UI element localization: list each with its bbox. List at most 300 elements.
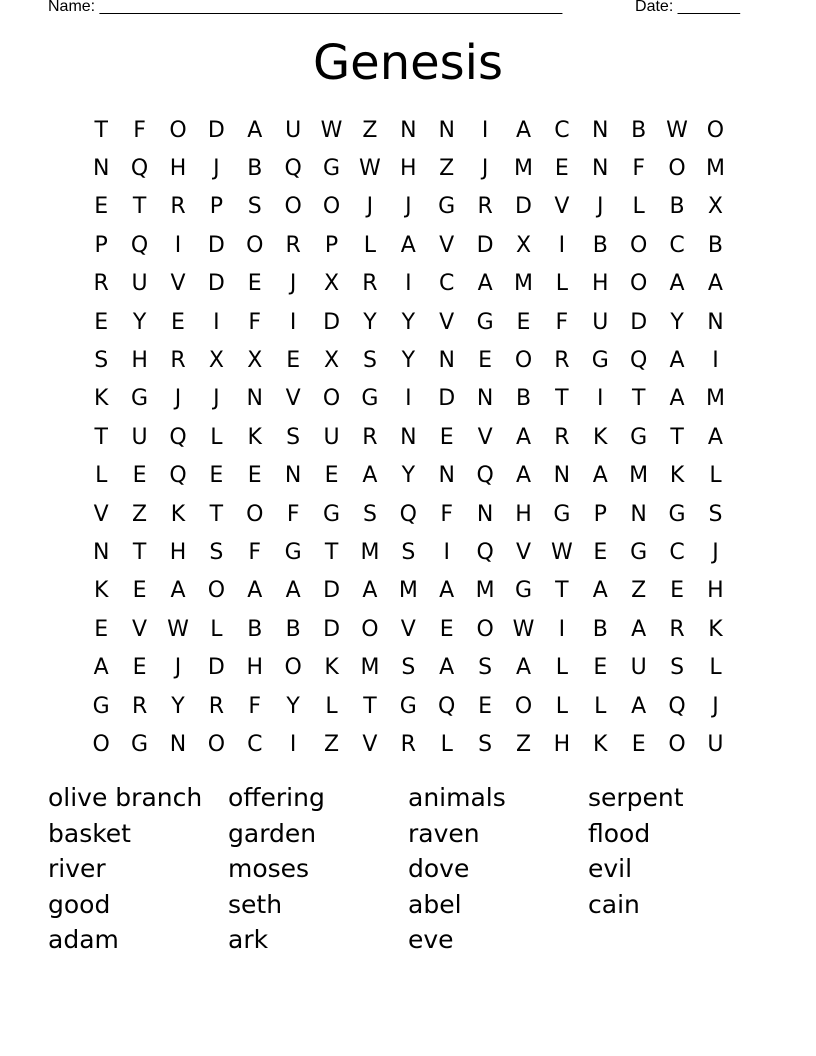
grid-letter[interactable]: S (362, 348, 377, 374)
grid-letter[interactable]: A (515, 655, 532, 681)
grid-letter[interactable]: G (92, 693, 110, 719)
grid-letter[interactable]: V (515, 539, 532, 565)
grid-letter[interactable]: A (93, 655, 109, 681)
grid-letter[interactable]: G (591, 348, 609, 374)
grid-letter[interactable]: E (94, 309, 109, 335)
grid-letter[interactable]: G (361, 386, 379, 412)
grid-letter[interactable]: K (708, 616, 723, 642)
grid-letter[interactable]: O (207, 578, 226, 604)
grid-letter[interactable]: V (439, 232, 455, 258)
grid-letter[interactable]: S (670, 655, 685, 681)
grid-letter[interactable]: K (170, 501, 186, 527)
grid-letter[interactable]: A (515, 117, 532, 143)
grid-letter[interactable]: O (207, 731, 226, 757)
grid-letter[interactable]: L (95, 463, 108, 489)
grid-letter[interactable]: N (246, 386, 263, 412)
grid-letter[interactable]: A (400, 232, 416, 258)
word-list-item: ark (228, 925, 269, 954)
grid-letter[interactable]: O (246, 501, 264, 527)
word-list-item: offering (228, 783, 325, 812)
grid-letter[interactable]: E (593, 539, 608, 565)
grid-letter[interactable]: R (669, 616, 685, 642)
grid-letter[interactable]: E (247, 463, 262, 489)
grid-letter[interactable]: M (705, 386, 725, 412)
grid-letter[interactable]: I (289, 309, 297, 335)
grid-letter[interactable]: L (632, 194, 645, 220)
grid-letter[interactable]: D (630, 309, 648, 335)
grid-letter[interactable]: D (207, 271, 225, 297)
grid-letter[interactable]: F (555, 309, 569, 335)
grid-letter[interactable]: E (132, 578, 147, 604)
grid-letter[interactable]: V (285, 386, 301, 412)
grid-letter[interactable]: V (93, 501, 109, 527)
grid-letter[interactable]: S (478, 655, 493, 681)
grid-letter[interactable]: F (440, 501, 454, 527)
grid-letter[interactable]: T (132, 194, 147, 220)
grid-letter[interactable]: U (323, 424, 340, 450)
grid-letter[interactable]: W (359, 156, 381, 182)
grid-letter[interactable]: T (94, 424, 108, 450)
grid-letter[interactable]: L (325, 693, 338, 719)
grid-letter[interactable]: Z (362, 117, 378, 143)
grid-letter[interactable]: H (169, 156, 187, 182)
grid-letter[interactable]: B (631, 117, 647, 143)
grid-letter[interactable]: R (362, 424, 378, 450)
grid-letter[interactable]: I (558, 232, 566, 258)
grid-letter[interactable]: B (592, 616, 608, 642)
grid-letter[interactable]: T (94, 117, 108, 143)
grid-letter[interactable]: Y (401, 463, 416, 489)
grid-letter[interactable]: Q (284, 156, 302, 182)
grid-letter[interactable]: N (438, 348, 455, 374)
grid-letter[interactable]: V (170, 271, 186, 297)
grid-letter[interactable]: N (553, 463, 571, 489)
word-list-item: eve (408, 925, 454, 954)
grid-letter[interactable]: A (247, 578, 263, 604)
grid-letter[interactable]: K (247, 424, 262, 450)
grid-letter[interactable]: D (323, 616, 341, 642)
grid-letter[interactable]: K (324, 655, 339, 681)
grid-letter[interactable]: L (440, 731, 453, 757)
grid-letter[interactable]: E (593, 655, 608, 681)
grid-letter[interactable]: W (512, 616, 535, 642)
grid-letter[interactable]: E (439, 616, 454, 642)
word-list-item: dove (408, 854, 470, 883)
grid-letter[interactable]: T (324, 539, 339, 565)
grid-letter[interactable]: K (93, 578, 109, 604)
grid-letter[interactable]: L (555, 655, 569, 681)
grid-letter[interactable]: G (131, 731, 149, 757)
grid-letter[interactable]: L (210, 616, 223, 642)
grid-letter[interactable]: L (363, 232, 377, 258)
grid-letter[interactable]: G (553, 501, 571, 527)
grid-letter[interactable]: R (554, 348, 570, 374)
grid-letter[interactable]: B (669, 194, 685, 220)
grid-letter[interactable]: D (515, 194, 532, 220)
grid-letter[interactable]: E (94, 194, 109, 220)
grid-letter[interactable]: A (592, 463, 608, 489)
grid-letter[interactable]: E (171, 309, 185, 335)
grid-letter[interactable]: J (289, 271, 297, 297)
grid-letter[interactable]: H (169, 539, 187, 565)
grid-letter[interactable]: B (247, 616, 263, 642)
grid-letter[interactable]: T (209, 501, 224, 527)
grid-letter[interactable]: E (554, 156, 569, 182)
header-line (48, 0, 740, 20)
grid-letter[interactable]: O (514, 348, 533, 374)
grid-letter[interactable]: G (323, 156, 341, 182)
grid-letter[interactable]: O (668, 731, 686, 757)
grid-letter[interactable]: V (362, 731, 378, 757)
grid-letter[interactable]: A (669, 271, 685, 297)
grid-letter[interactable]: D (207, 117, 225, 143)
grid-letter[interactable]: I (213, 309, 220, 335)
grid-letter[interactable]: B (592, 232, 608, 258)
grid-letter[interactable]: J (405, 194, 412, 220)
grid-letter[interactable]: J (712, 693, 719, 719)
grid-letter[interactable]: M (360, 655, 380, 681)
grid-letter[interactable]: I (443, 539, 450, 565)
grid-letter[interactable]: A (247, 117, 263, 143)
grid-letter[interactable]: G (630, 539, 648, 565)
grid-letter[interactable]: G (630, 424, 648, 450)
grid-letter[interactable]: H (553, 731, 571, 757)
grid-letter[interactable]: U (131, 271, 148, 297)
grid-letter[interactable]: N (92, 156, 110, 182)
grid-letter[interactable]: A (362, 463, 378, 489)
grid-letter[interactable]: A (669, 348, 685, 374)
grid-letter[interactable]: X (208, 348, 224, 374)
grid-letter[interactable]: L (594, 693, 607, 719)
grid-letter[interactable]: Q (130, 232, 149, 258)
grid-letter[interactable]: A (707, 424, 723, 450)
grid-letter[interactable]: F (248, 539, 262, 565)
grid-letter[interactable]: W (320, 117, 343, 143)
grid-letter[interactable]: D (207, 655, 225, 681)
grid-letter[interactable]: I (174, 232, 182, 258)
grid-letter[interactable]: X (324, 348, 340, 374)
grid-letter[interactable]: X (324, 271, 340, 297)
grid-letter[interactable]: V (439, 309, 455, 335)
grid-letter[interactable]: Q (630, 348, 648, 374)
grid-letter[interactable]: X (707, 194, 723, 220)
grid-letter[interactable]: Z (631, 578, 647, 604)
grid-letter[interactable]: S (362, 501, 377, 527)
grid-letter[interactable]: D (476, 232, 494, 258)
grid-letter[interactable]: Y (286, 693, 300, 719)
grid-letter[interactable]: O (284, 194, 302, 220)
grid-letter[interactable]: M (360, 539, 380, 565)
grid-letter[interactable]: T (555, 386, 569, 412)
grid-letter[interactable]: Q (169, 424, 187, 450)
grid-letter[interactable]: R (170, 348, 186, 374)
grid-letter[interactable]: D (207, 232, 225, 258)
grid-letter[interactable]: M (475, 578, 495, 604)
grid-letter[interactable]: O (514, 693, 533, 719)
grid-letter[interactable]: O (630, 271, 648, 297)
grid-letter[interactable]: A (631, 616, 647, 642)
grid-letter[interactable]: N (400, 117, 417, 143)
grid-letter[interactable]: B (247, 156, 263, 182)
grid-letter[interactable]: T (631, 386, 646, 412)
grid-letter[interactable]: A (439, 578, 455, 604)
grid-letter[interactable]: C (554, 117, 570, 143)
grid-letter[interactable]: F (286, 501, 300, 527)
grid-letter[interactable]: U (285, 117, 302, 143)
grid-letter[interactable]: O (246, 232, 264, 258)
grid-letter[interactable]: O (476, 616, 494, 642)
grid-letter[interactable]: T (555, 578, 569, 604)
grid-letter[interactable]: G (476, 309, 494, 335)
grid-letter[interactable]: T (132, 539, 147, 565)
grid-letter[interactable]: O (169, 117, 187, 143)
grid-letter[interactable]: N (592, 117, 609, 143)
grid-letter[interactable]: A (515, 463, 532, 489)
grid-letter[interactable]: E (439, 424, 454, 450)
grid-letter[interactable]: P (593, 501, 607, 527)
grid-letter[interactable]: J (174, 655, 182, 681)
grid-letter[interactable]: W (666, 117, 688, 143)
name-field[interactable]: Name: ____________________________________________________ (48, 0, 563, 15)
grid-letter[interactable]: S (209, 539, 224, 565)
grid-letter[interactable]: L (555, 271, 569, 297)
grid-letter[interactable]: Z (132, 501, 148, 527)
grid-letter[interactable]: N (707, 309, 724, 335)
grid-letter[interactable]: N (476, 501, 494, 527)
grid-letter[interactable]: A (362, 578, 378, 604)
grid-letter[interactable]: E (478, 693, 493, 719)
word-list-item: raven (408, 818, 480, 848)
grid-letter[interactable]: H (131, 348, 148, 374)
grid-letter[interactable]: N (438, 117, 455, 143)
grid-letter[interactable]: J (213, 156, 220, 182)
grid-letter[interactable]: C (439, 271, 455, 297)
grid-letter[interactable]: W (167, 616, 189, 642)
grid-letter[interactable]: I (597, 386, 604, 412)
grid-letter[interactable]: Q (130, 156, 149, 182)
grid-letter[interactable]: O (322, 386, 341, 412)
grid-letter[interactable]: A (592, 578, 608, 604)
grid-letter[interactable]: J (712, 539, 719, 565)
grid-letter[interactable]: Y (401, 309, 416, 335)
grid-letter[interactable]: N (592, 156, 609, 182)
grid-letter[interactable]: N (476, 386, 494, 412)
grid-letter[interactable]: J (597, 194, 604, 220)
grid-letter[interactable]: Y (132, 309, 147, 335)
grid-letter[interactable]: A (631, 693, 647, 719)
grid-letter[interactable]: P (209, 194, 223, 220)
grid-letter[interactable]: A (515, 424, 532, 450)
grid-letter[interactable]: K (593, 731, 608, 757)
grid-letter[interactable]: V (554, 194, 570, 220)
grid-letter[interactable]: R (131, 693, 148, 719)
grid-letter[interactable]: F (248, 309, 262, 335)
grid-letter[interactable]: N (438, 463, 455, 489)
grid-letter[interactable]: Y (363, 309, 377, 335)
grid-letter[interactable]: E (132, 655, 147, 681)
grid-letter[interactable]: T (363, 693, 377, 719)
grid-letter[interactable]: A (439, 655, 455, 681)
grid-letter[interactable]: V (400, 616, 416, 642)
grid-letter[interactable]: M (629, 463, 649, 489)
grid-letter[interactable]: K (593, 424, 608, 450)
grid-letter[interactable]: E (631, 731, 646, 757)
grid-letter[interactable]: C (669, 539, 685, 565)
grid-letter[interactable]: C (669, 232, 685, 258)
grid-letter[interactable]: B (707, 232, 723, 258)
grid-letter[interactable]: D (323, 578, 341, 604)
grid-letter[interactable]: Q (438, 693, 456, 719)
grid-letter[interactable]: D (438, 386, 456, 412)
grid-letter[interactable]: J (213, 386, 220, 412)
grid-letter[interactable]: J (481, 156, 489, 182)
grid-letter[interactable]: R (554, 424, 570, 450)
grid-letter[interactable]: D (323, 309, 341, 335)
grid-letter[interactable]: Q (476, 539, 494, 565)
grid-letter[interactable]: R (170, 194, 186, 220)
grid-letter[interactable]: P (324, 232, 339, 258)
grid-letter[interactable]: I (405, 386, 412, 412)
grid-letter[interactable]: G (438, 194, 456, 220)
grid-letter[interactable]: I (481, 117, 489, 143)
grid-letter[interactable]: E (132, 463, 147, 489)
grid-letter[interactable]: I (289, 731, 297, 757)
grid-letter[interactable]: H (400, 156, 417, 182)
grid-letter[interactable]: N (400, 424, 417, 450)
grid-letter[interactable]: I (712, 348, 719, 374)
grid-letter[interactable]: Z (439, 156, 455, 182)
grid-letter[interactable]: A (170, 578, 186, 604)
grid-letter[interactable]: A (285, 578, 301, 604)
grid-letter[interactable]: G (284, 539, 302, 565)
grid-letter[interactable]: G (668, 501, 686, 527)
grid-letter[interactable]: Q (476, 463, 494, 489)
grid-letter[interactable]: O (284, 655, 302, 681)
grid-letter[interactable]: G (514, 578, 533, 604)
grid-letter[interactable]: F (133, 117, 146, 143)
grid-letter[interactable]: R (93, 271, 109, 297)
grid-letter[interactable]: O (630, 232, 648, 258)
grid-letter[interactable]: L (210, 424, 223, 450)
grid-letter[interactable]: H (707, 578, 724, 604)
grid-letter[interactable]: M (514, 271, 533, 297)
grid-letter[interactable]: A (477, 271, 493, 297)
grid-letter[interactable]: J (174, 386, 182, 412)
grid-letter[interactable]: R (362, 271, 378, 297)
grid-letter[interactable]: S (94, 348, 109, 374)
grid-letter[interactable]: C (247, 731, 263, 757)
grid-letter[interactable]: G (399, 693, 417, 719)
grid-letter[interactable]: Q (399, 501, 417, 527)
grid-letter[interactable]: G (323, 501, 341, 527)
grid-letter[interactable]: S (708, 501, 723, 527)
grid-letter[interactable]: O (322, 194, 341, 220)
grid-letter[interactable]: I (405, 271, 412, 297)
grid-letter[interactable]: N (284, 463, 302, 489)
grid-letter[interactable]: O (361, 616, 379, 642)
grid-letter[interactable]: M (705, 156, 725, 182)
grid-letter[interactable]: N (169, 731, 187, 757)
grid-letter[interactable]: P (94, 232, 108, 258)
grid-letter[interactable]: E (247, 271, 262, 297)
grid-letter[interactable]: M (398, 578, 418, 604)
grid-letter[interactable]: H (515, 501, 532, 527)
grid-letter[interactable]: E (94, 616, 109, 642)
grid-letter[interactable]: J (366, 194, 374, 220)
word-list (48, 780, 768, 958)
word-list-item: moses (228, 854, 310, 883)
grid-letter[interactable]: O (706, 117, 725, 143)
grid-letter[interactable]: L (709, 655, 722, 681)
grid-letter[interactable]: Z (515, 731, 532, 757)
grid-letter[interactable]: Y (171, 693, 185, 719)
grid-letter[interactable]: A (669, 386, 685, 412)
grid-letter[interactable]: B (285, 616, 301, 642)
grid-letter[interactable]: K (669, 463, 685, 489)
grid-letter[interactable]: F (248, 693, 262, 719)
grid-letter[interactable]: U (131, 424, 148, 450)
grid-letter[interactable]: W (551, 539, 573, 565)
grid-letter[interactable]: L (555, 693, 569, 719)
grid-letter[interactable]: E (324, 463, 339, 489)
grid-letter[interactable]: E (286, 348, 301, 374)
grid-letter[interactable]: Y (670, 309, 684, 335)
grid-letter[interactable]: U (630, 655, 647, 681)
grid-letter[interactable]: E (478, 348, 493, 374)
grid-letter[interactable]: R (477, 194, 493, 220)
grid-letter[interactable]: I (558, 616, 566, 642)
grid-letter[interactable]: E (516, 309, 531, 335)
grid-letter[interactable]: V (477, 424, 493, 450)
grid-letter[interactable]: G (131, 386, 149, 412)
grid-letter[interactable]: Q (668, 693, 686, 719)
grid-letter[interactable]: O (92, 731, 110, 757)
grid-letter[interactable]: U (707, 731, 724, 757)
grid-letter[interactable]: T (670, 424, 684, 450)
grid-letter[interactable]: E (209, 463, 224, 489)
grid-letter[interactable]: M (514, 156, 533, 182)
grid-letter[interactable]: X (247, 348, 263, 374)
grid-letter[interactable]: N (92, 539, 110, 565)
grid-letter[interactable]: S (401, 539, 416, 565)
grid-letter[interactable]: V (132, 616, 148, 642)
grid-letter[interactable]: L (709, 463, 722, 489)
grid-letter[interactable]: Y (401, 348, 416, 374)
word-list-item: flood (588, 818, 651, 848)
grid-letter[interactable]: R (208, 693, 225, 719)
grid-letter[interactable]: H (592, 271, 609, 297)
grid-letter[interactable]: A (707, 271, 723, 297)
grid-letter[interactable]: R (285, 232, 301, 258)
grid-letter[interactable]: O (668, 156, 686, 182)
grid-letter[interactable]: K (93, 386, 109, 412)
grid-letter[interactable]: X (515, 232, 532, 258)
grid-letter[interactable]: S (478, 731, 493, 757)
grid-letter[interactable]: S (401, 655, 416, 681)
grid-letter[interactable]: S (247, 194, 262, 220)
grid-letter[interactable]: N (630, 501, 647, 527)
grid-letter[interactable]: B (515, 386, 532, 412)
grid-letter[interactable]: S (286, 424, 301, 450)
grid-letter[interactable]: Q (169, 463, 187, 489)
grid-letter[interactable]: Z (324, 731, 340, 757)
date-field[interactable]: Date: _______ (635, 0, 740, 15)
grid-letter[interactable]: H (246, 655, 264, 681)
grid-letter[interactable]: F (632, 156, 645, 182)
grid-letter[interactable]: U (592, 309, 609, 335)
grid-letter[interactable]: E (670, 578, 684, 604)
grid-letter[interactable]: R (400, 731, 416, 757)
